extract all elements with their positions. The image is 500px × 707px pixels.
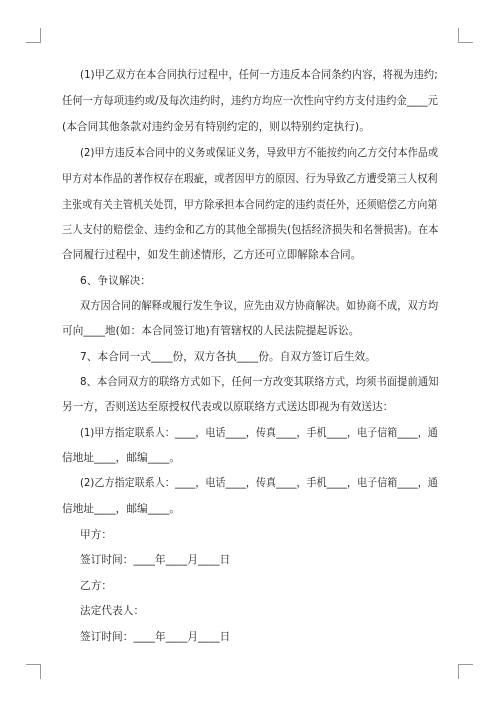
- party-a-contact-line-1: (1)甲方指定联系人：____，电话____，传真____，手机____，电子信箱____，通: [80, 427, 438, 439]
- breach-clause-1-line-1: (1)甲乙双方在本合同执行过程中，任何一方违反本合同条约内容，将视为违约;: [80, 69, 438, 81]
- dispute-line-1: 双方因合同的解释或履行发生争议，应先由双方协商解决。如协商不成，双方均: [80, 300, 439, 312]
- breach-clause-2-line-1: (2)甲方违反本合同中的义务或保证义务，导致甲方不能按约向乙方交付本作品或: [80, 147, 439, 159]
- party-a-label: 甲方：: [80, 529, 113, 541]
- section-8-line-2: 另一方，否则送达至原授权代表或以原联络方式送达即视为有效送达：: [62, 401, 394, 413]
- party-a-signing-date: 签订时间：____年____月____日: [80, 554, 231, 566]
- party-b-label: 乙方：: [80, 580, 113, 592]
- crop-mark-top-left: [26, 28, 41, 43]
- breach-clause-2-line-4: 三人支付的赔偿金、违约金和乙方的其他全部损失(包括经济损失和名誉损害)。在本: [62, 224, 439, 236]
- crop-mark-bottom-left: [26, 664, 41, 679]
- section-7-copies: 7、本合同一式____份，双方各执____份。自双方签订后生效。: [80, 351, 376, 363]
- breach-clause-1-line-3: (本合同其他条款对违约金另有特别约定的，则以特别约定执行)。: [62, 121, 370, 133]
- party-b-signing-date: 签订时间：____年____月____日: [80, 631, 231, 643]
- breach-clause-2-line-5: 合同履行过程中，如发生前述情形，乙方还可立即解除本合同。: [62, 249, 362, 261]
- party-b-contact-line-2: 信地址____，邮编____。: [62, 503, 181, 515]
- section-8-line-1: 8、本合同双方的联络方式如下，任何一方改变其联络方式，均须书面提前通知: [80, 376, 439, 388]
- legal-representative-label: 法定代表人：: [80, 605, 145, 617]
- dispute-line-2: 可向____地(如：本合同签订地)有管辖权的人民法院提起诉讼。: [62, 325, 360, 337]
- section-6-heading: 6、争议解决：: [80, 275, 152, 287]
- crop-mark-top-right: [458, 28, 473, 43]
- crop-mark-bottom-right: [458, 664, 473, 679]
- party-a-contact-line-2: 信地址____，邮编____。: [62, 452, 181, 464]
- party-b-contact-line-1: (2)乙方指定联系人：____，电话____，传真____，手机____，电子信箱____，通: [80, 477, 438, 489]
- breach-clause-2-line-2: 甲方对本作品的著作权存在瑕疵，或者因甲方的原因、行为导致乙方遭受第三人权利: [62, 173, 438, 185]
- breach-clause-2-line-3: 主张或有关主管机关处罚，甲方除承担本合同约定的违约责任外，还须赔偿乙方向第: [62, 199, 438, 211]
- breach-clause-1-line-2: 任何一方每项违约或/及每次违约时，违约方均应一次性向守约方支付违约金____元: [62, 95, 439, 107]
